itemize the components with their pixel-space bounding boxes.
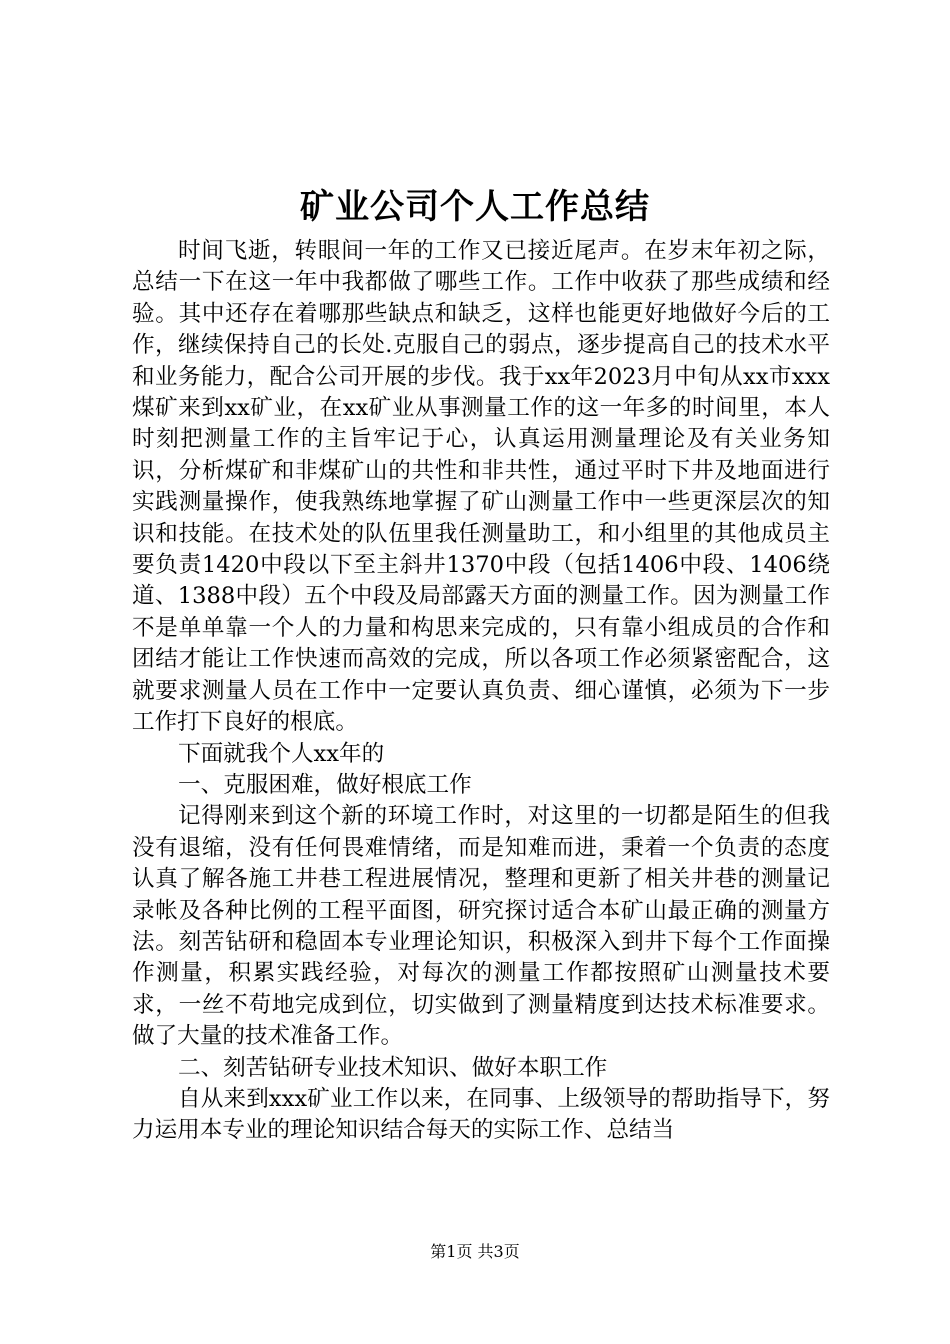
section-heading-2: 二、刻苦钻研专业技术知识、做好本职工作 xyxy=(178,1054,608,1081)
page-footer xyxy=(0,1240,950,1264)
paragraph-lead-in: 下面就我个人xx年的 xyxy=(178,740,385,767)
section-heading-1: 一、克服困难，做好根底工作 xyxy=(178,771,472,798)
paragraph-section-2: 自从来到xxx矿业工作以来，在同事、上级领导的帮助指导下，努力运用本专业的理论知识结合每天的实际工作、总结当 xyxy=(132,1085,830,1144)
page-total: 共3页 xyxy=(477,1242,520,1261)
document-body xyxy=(132,236,830,1147)
paragraph-section-1: 记得刚来到这个新的环境工作时，对这里的一切都是陌生的但我没有退缩，没有任何畏难情绪，而是知难而进，秉着一个负责的态度认真了解各施工井巷工程进展情况，整理和更新了相关井巷的测量记录帐及各种比例的工程平面图，研究探讨适合本矿山最正确的测量方法。刻苦钻研和稳固本专业理论知识，积极深入到井下每个工作面操作测量，积累实践经验，对每次的测量工作都按照矿山测量技术要求，一丝不苟地完成到位，切实做到了测量精度到达技术标准要求。做了大量的技术准备工作。 xyxy=(132,803,830,1050)
paragraph-intro: 时间飞逝，转眼间一年的工作又已接近尾声。在岁末年初之际，总结一下在这一年中我都做了哪些工作。工作中收获了那些成绩和经验。其中还存在着哪那些缺点和缺乏，这样也能更好地做好今后的工作，继续保持自己的长处.克服自己的弱点，逐步提高自己的技术水平和业务能力，配合公司开展的步伐。我于xx年2023月中旬从xx市xxx煤矿来到xx矿业，在xx矿业从事测量工作的这一年多的时间里，本人时刻把测量工作的主旨牢记于心，认真运用测量理论及有关业务知识，分析煤矿和非煤矿山的共性和非共性，通过平时下井及地面进行实践测量操作，使我熟练地掌握了矿山测量工作中一些更深层次的知识和技能。在技术处的队伍里我任测量助工，和小组里的其他成员主要负责1420中段以下至主斜井1370中段（包括1406中段、1406绕道、1388中段）五个中段及局部露天方面的测量工作。因为测量工作不是单单靠一个人的力量和构思来完成的，只有靠小组成员的合作和团结才能让工作快速而高效的完成，所以各项工作必须紧密配合，这就要求测量人员在工作中一定要认真负责、细心谨慎，必须为下一步工作打下良好的根底。 xyxy=(132,238,830,736)
page-number: 第1页 xyxy=(430,1242,473,1261)
document-title: 矿业公司个人工作总结 xyxy=(300,187,650,227)
